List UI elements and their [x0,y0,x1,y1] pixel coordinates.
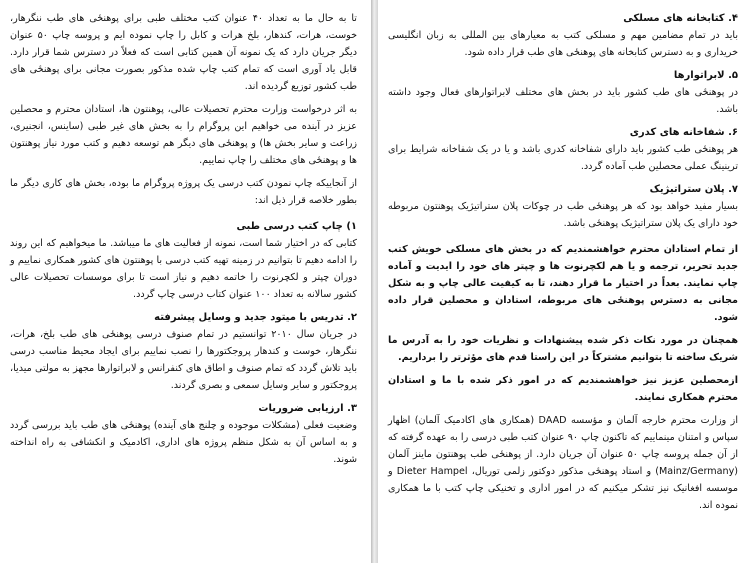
heading-laboratories: ۵. لابراتوارها [673,70,738,81]
heading-needs-assessment: ۳. ارزیابی ضروریات [258,403,357,414]
paragraph-strategic-plan: بسیار مفید خواهد بود که هر پوهنځی طب در چوکات پلان ستراتیژیک پوهنتون مربوطه خود دارای یک پلان ستراتیژیک پوهنځی باشد. [388,201,738,229]
heading-printing-textbooks: ۱) چاپ کتب درسی طبی [236,221,357,232]
paragraph-request-students: ازمحصلین عزیز نیز خواهشمندیم که در امور ذکر شده با ما و استادان محترم همکاری نمایند. [388,375,738,403]
paragraph-expansion: به اثر درخواست وزارت محترم تحصیلات عالی، پوهنتون ها، استادان محترم و محصلین عزیز در آینده می خواهیم این پروگرام را به بخش های غیر طبی (ساینس، انجنیری، زراعت و سایر بخش ها) و پوهنځی های دیگر هم توسعه دهیم و کتب مورد نیاز پوهنتون ها و پوهنځی های مختلف را چاپ نماییم. [10,104,357,166]
paragraph-acknowledgements: از وزارت محترم خارجه آلمان و مؤسسه DAAD (همکاری های اکادمیک آلمان) اظهار سپاس و امتنان مینماییم که تاکنون چاپ ۹۰ عنوان کتب طبی درسی را به عهده گرفته که از آن جمله پروسه چاپ ۵۰ عنوان آن جریان دارد. از پوهنځی طب پوهنتون ماینز آلمان (Mainz/Germany) و استاد پوهنځی مذکور دوکتور زلمی توریال، Dieter Hampel و موسسه افغانیک نیز تشکر میکنیم که در امور اداری و تخنیکی چاپ کتب با ما همکاری نموده اند. [388,415,739,511]
heading-libraries: ۴. کتابخانه های مسلکی [623,13,738,24]
heading-teaching-hospitals: ۶. شفاخانه های کدری [629,127,738,138]
paragraph-libraries: باید در تمام مضامین مهم و مسلکی کتب به معیارهای بین المللی به زبان انگلیسی خریداری و به دسترس کتابخانه های پوهنځی های طب قرار داده شود. [388,30,738,58]
paragraph-summary-intro: از آنجاییکه چاپ نمودن کتب درسی یک پروژه پروگرام ما بوده، بخش های کاری دیگر ما بطور خلاصه قرار ذیل اند: [10,178,357,206]
paragraph-request-teachers: از تمام استادان محترم خواهشمندیم که در بخش های مسلکی خویش کتب جدید تحریر، ترجمه و یا هم لکچرنوت ها و چپتر های خود را ایدیت و آماده چاپ نمایند. بعداً در اختیار ما قرار دهند، تا به کیفیت عالی چاپ و به شکل مجانی به دسترس پوهنځی های مربوطه، استادان و محصلین قرار داده شود. [388,244,738,323]
paragraph-teaching-methods: در جریان سال ۲۰۱۰ توانستیم در تمام صنوف درسی پوهنځی های طب بلخ، هرات، ننگرهار، خوست و کندهار پروجکتورها را نصب نماییم برای ایجاد محیط مناسب درسی باید تلاش گردد که تمام صنوف و اطاق های کنفرانس و لابراتوارها مجهز به مولتی میدیا، پروجکتور و سایر وسایل سمعی و بصری گردند. [10,329,357,391]
book-gutter [371,0,378,563]
left-page [0,0,371,563]
right-page [378,0,756,563]
paragraph-laboratories: در پوهنځی های طب کشور باید در بخش های مختلف لابراتوارهای فعال وجود داشته باشد. [388,87,738,115]
paragraph-teaching-hospitals: هر پوهنځی طب کشور باید دارای شفاخانه کدری باشد و یا در یک شفاخانه شرایط برای ترینینگ عملی محصلین طب آماده گردد. [388,144,738,172]
paragraph-books-printed: تا به حال ما به تعداد ۴۰ عنوان کتب مختلف طبی برای پوهنځی های طب ننگرهار، خوست، هرات، کندهار، بلخ هرات و کابل را چاپ نموده ایم و پروسه چاپ ۵۰ عنوان دیگر جریان دارد که یک نمونه آن همین کتابی است که فعلاً در دسترس شما قرار دارد. قابل یاد آوری است که تمام کتب چاپ شده مذکور بصورت مجانی برای پوهنځی های طب کشور توزیع گردیده اند. [10,13,357,92]
paragraph-needs-assessment: وضعیت فعلی (مشکلات موجوده و چلنج های آینده) پوهنځی های طب باید بررسی گردد و به اساس آن به شکل منظم پروژه های اداری، اکادمیک و انکشافی به راه انداخته شوند. [10,420,357,465]
heading-strategic-plan: ۷. پلان ستراتیژیک [649,184,738,195]
paragraph-printing-textbooks: کتابی که در اختیار شما است، نمونه از فعالیت های ما میباشد. ما میخواهیم که این روند را ادامه دهیم تا بتوانیم در زمینه تهیه کتب درسی با پوهنتون های کشور همکاری نماییم و دوران چپتر و لکچرنوت را خاتمه دهیم و نیاز است تا برای موسسات تحصیلات عالی کشور سالانه به تعداد ۱۰۰ عنوان کتاب درسی چاپ گردد. [10,238,357,300]
heading-teaching-methods: ۲. تدریس با میتود جدید و وسایل پیشرفته [154,312,357,323]
paragraph-request-suggestions: همچنان در مورد نکات ذکر شده پیشنهادات و نظریات خود را به آدرس ما شریک ساخته تا بتوانیم مشترکاً در این راستا قدم های مؤثرتر را برداریم. [388,335,738,363]
